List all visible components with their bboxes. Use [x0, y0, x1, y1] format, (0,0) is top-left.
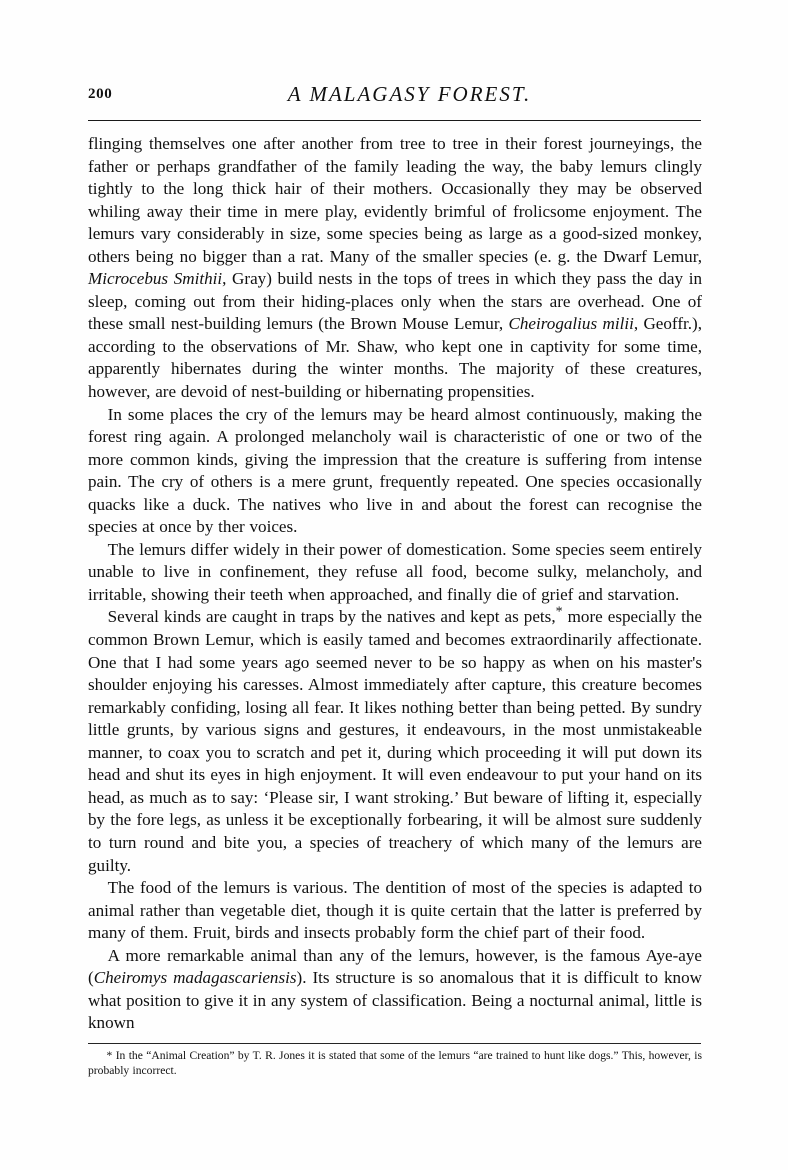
- paragraph-lemur-journeyings: [88, 133, 702, 404]
- text-run: Several kinds are caught in traps by the natives and kept as pets,: [107, 607, 556, 627]
- text-run: , Gray) build nests in the tops of trees in which they pass the day in sleep, coming out from their hiding-places only when the stars are overhead. One of these small nest-building lemurs (the Brown Mouse Lemur,: [88, 269, 702, 334]
- text-run: The food of the lemurs is various. The dentition of most of the species is adapted to animal rather than vegetable diet, though it is quite certain that the latter is preferred by many of them. Fruit, birds and insects probably form the chief part of their food.: [88, 878, 702, 943]
- page-number: 200: [88, 86, 113, 102]
- footnote-marker: *: [106, 1049, 113, 1062]
- text-run: The lemurs differ widely in their power of domestication. Some species seem entirely unable to live in confinement, they refuse all food, become sulky, melancholy, and irritable, showing their teeth when approached, and finally die of grief and starvation.: [88, 539, 702, 604]
- footnote-divider-rule: [88, 1043, 701, 1044]
- text-run: flinging themselves one after another from tree to tree in their forest journeyings, the father or perhaps grandfather of the family leading the way, the baby lemurs clingly tightly to the long thick hair of their mothers. Occasionally they may be observed whiling away their time in mere play, evidently brimful of frolicsome enjoyment. The lemurs vary considerably in size, some species being as large as a good-sized monkey, others being no bigger than a rat. Many of the smaller species (e. g. the Dwarf Lemur,: [88, 134, 702, 266]
- body-text-block: [88, 133, 702, 1035]
- paragraph-kept-as-pets: [88, 606, 702, 877]
- species-name-cheirogalius-milii: Cheirogalius milii: [508, 314, 634, 334]
- paragraph-food: [88, 877, 702, 945]
- running-head-title: A MALAGASY FOREST.: [287, 82, 532, 106]
- footnote-block: [88, 1048, 702, 1079]
- text-run: ). Its structure is so anomalous that it is difficult to know what position to give it in any system of classification. Being a nocturnal animal, little is known: [88, 968, 702, 1033]
- species-name-microcebus-smithii: Microcebus Smithii: [88, 269, 223, 289]
- paragraph-domestication: [88, 539, 702, 607]
- page-header: [88, 82, 701, 116]
- paragraph-cry-of-lemurs: [88, 404, 702, 539]
- header-divider-rule: [88, 120, 701, 121]
- text-run: more especially the common Brown Lemur, which is easily tamed and becomes extraordinarily affectionate. One that I had some years ago seemed never to be so happy as when on his master's shoulder enjoying his caresses. Almost immediately after capture, this creature becomes remarkably confiding, losing all fear. It likes nothing better than being petted. By sundry little grunts, by various signs and gestures, it endeavours, in the most unmistakeable manner, to coax you to scratch and pet it, during which proceeding it will put down its head and shut its eyes in high enjoyment. It will even endeavour to put your hand on its head, as much as to say: ‘Please sir, I want stroking.’ But beware of lifting it, especially by the fore legs, as unless it be exceptionally forbearing, it will be almost sure suddenly to turn round and bite you, a species of treachery of which many of the lemurs are guilty.: [88, 607, 702, 875]
- text-run: In some places the cry of the lemurs may be heard almost continuously, making the forest ring again. A prolonged melancholy wail is characteristic of one or two of the more common kinds, giving the impression that the creature is suffering from intense pain. The cry of others is a mere grunt, frequently repeated. One species occasionally quacks like a duck. The natives who live in and about the forest can recognise the species at once by ther voices.: [88, 404, 702, 537]
- footnote-text: In the “Animal Creation” by T. R. Jones it is stated that some of the lemurs “are trained to hunt like dogs.” This, however, is probably incorrect.: [88, 1049, 702, 1078]
- footnote-reference-marker[interactable]: *: [555, 604, 563, 620]
- text-run: , Geoffr.), according to the observations of Mr. Shaw, who kept one in captivity for some time, apparently hibernates during the winter months. The majority of these creatures, however, are devoid of nest-building or hibernating propensities.: [88, 314, 702, 402]
- text-run: A more remarkable animal than any of the lemurs, however, is the famous Aye-aye (: [88, 945, 702, 988]
- paragraph-aye-aye: [88, 945, 702, 1035]
- species-name-cheiromys-madagascariensis: Cheiromys madagascariensis: [93, 968, 297, 988]
